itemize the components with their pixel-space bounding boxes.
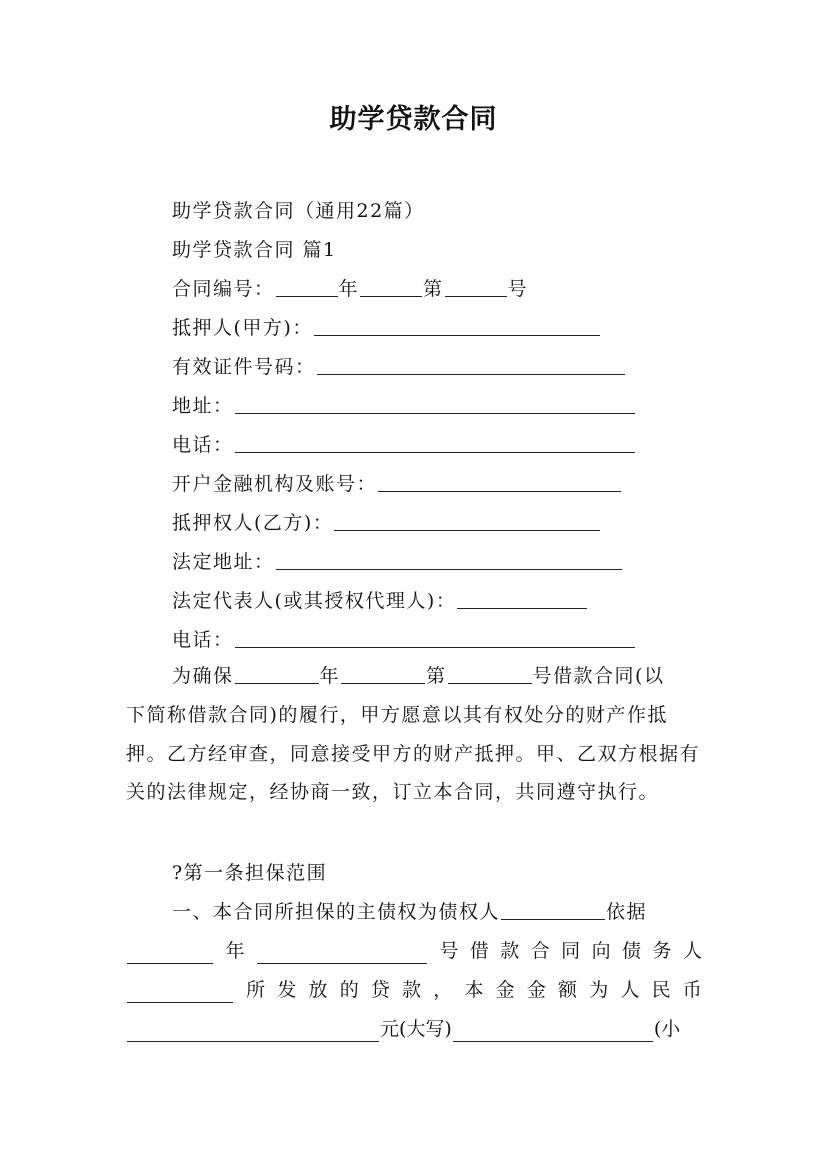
blank-field[interactable] xyxy=(360,278,422,297)
blank-field[interactable] xyxy=(127,1023,379,1042)
section-heading: 助学贷款合同 篇1 xyxy=(172,239,337,261)
address-label: 地址： xyxy=(172,395,234,417)
mortgagee-label: 抵押权人(乙方)： xyxy=(172,512,334,534)
intro-first-line: 为确保 年 第 号借款合同(以 xyxy=(172,665,665,687)
mortgagor-label: 抵押人(甲方)： xyxy=(172,317,313,339)
blank-field[interactable] xyxy=(378,473,621,492)
legal-address-label: 法定地址： xyxy=(172,551,275,573)
clause1-line2: 年 号 借 款 合 同 向 债 务 人 xyxy=(126,938,702,964)
bank-line xyxy=(172,471,622,497)
id-number-line xyxy=(172,354,626,380)
blank-field[interactable] xyxy=(276,278,338,297)
intro-body-text: 下简称借款合同)的履行，甲方愿意以其有权处分的财产作抵押。乙方经审查，同意接受甲方的财产抵押。甲、乙双方根据有关的法律规定，经协商一致，订立本合同，共同遵守执行。 xyxy=(126,703,701,804)
mortgagee-line xyxy=(172,510,601,536)
blank-field[interactable] xyxy=(334,512,600,531)
blank-field[interactable] xyxy=(453,1023,653,1042)
blank-field[interactable] xyxy=(235,395,635,414)
blank-field[interactable] xyxy=(501,901,605,920)
blank-field[interactable] xyxy=(317,356,625,375)
blank-field[interactable] xyxy=(257,945,427,964)
mortgagor-line xyxy=(172,315,601,341)
blank-field[interactable] xyxy=(127,945,213,964)
blank-field[interactable] xyxy=(235,434,635,453)
legal-rep-label: 法定代表人(或其授权代理人)： xyxy=(172,590,457,612)
document-title: 助学贷款合同 xyxy=(329,104,498,135)
legal-address-line xyxy=(172,549,623,575)
contract-number-label: 合同编号： xyxy=(172,278,275,300)
id-number-label: 有效证件号码： xyxy=(172,356,316,378)
year-label: 年 xyxy=(338,278,360,300)
blank-field[interactable] xyxy=(445,278,507,297)
blank-field[interactable] xyxy=(235,665,319,684)
phone2-line xyxy=(172,627,636,653)
blank-field[interactable] xyxy=(341,665,425,684)
blank-field[interactable] xyxy=(235,629,635,648)
blank-field[interactable] xyxy=(127,984,233,1003)
phone-line xyxy=(172,432,636,458)
clause1-line4: 元(大写) (小 xyxy=(126,1016,702,1042)
bank-label: 开户金融机构及账号： xyxy=(172,473,378,495)
hao-label: 号 xyxy=(507,278,529,300)
legal-rep-line xyxy=(172,588,588,614)
blank-field[interactable] xyxy=(276,551,622,570)
phone-label: 电话： xyxy=(172,434,234,456)
blank-field[interactable] xyxy=(457,590,587,609)
intro-paragraph xyxy=(126,657,702,812)
clause1-line1: 一、本合同所担保的主债权为债权人 依据 xyxy=(172,901,648,923)
document-subtitle: 助学贷款合同（通用22篇） xyxy=(172,200,425,222)
blank-field[interactable] xyxy=(448,665,532,684)
blank-field[interactable] xyxy=(314,317,600,336)
phone2-label: 电话： xyxy=(172,629,234,651)
clause1-line3: 所 发 放 的 贷 款 ， 本 金 金 额 为 人 民 币 xyxy=(126,977,702,1003)
address-line xyxy=(172,393,636,419)
contract-number-line xyxy=(172,276,528,302)
article-heading: ?第一条担保范围 xyxy=(172,862,328,884)
di-label: 第 xyxy=(423,278,444,300)
